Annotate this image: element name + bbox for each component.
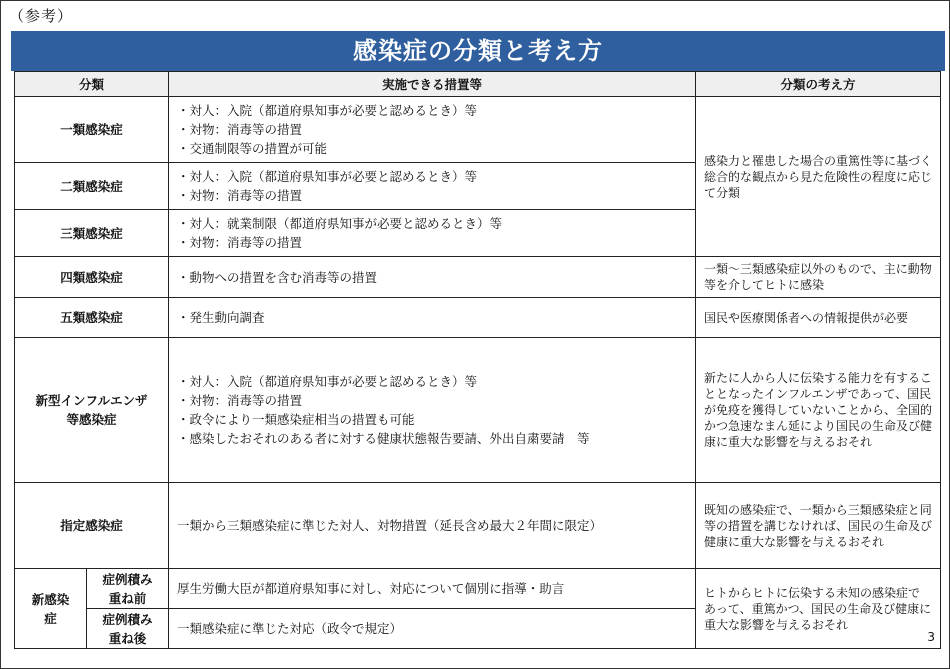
measures-designated [169,483,696,569]
subcategory-line: 重ね前 [108,590,147,606]
measure-item: ・対人：入院（都道府県知事が必要と認めるとき）等 [177,169,478,184]
category-new-disease [15,569,87,649]
subcategory-after [87,609,169,649]
subcategory-line: 症例積み [102,611,153,627]
measures-new-disease-after [169,609,696,649]
measure-item: ・動物への措置を含む消毒等の措置 [177,269,378,285]
measure-item: 一類から三類感染症に準じた対人、対物措置（延長含め最大２年間に限定） [177,518,603,533]
category-class5: 五類感染症 [15,298,169,338]
measures-class3 [169,210,696,257]
measure-item: ・対物：消毒等の措置 [177,393,303,408]
table-row [15,338,941,483]
measures-class1 [169,97,696,163]
category-line: 症 [44,610,57,626]
subcategory-line: 症例積み [102,571,153,587]
page-title: 感染症の分類と考え方 [11,31,945,71]
subcategory-line: 重ね後 [108,630,147,646]
classification-table [14,71,941,649]
measure-item: ・対物：消毒等の措置 [177,188,303,203]
measure-item: 厚生労働大臣が都道府県知事に対し、対応について個別に指導・助言 [177,581,565,596]
category-designated: 指定感染症 [15,483,169,569]
measure-item: ・対人：就業制限（都道府県知事が必要と認めるとき）等 [177,216,503,231]
category-line: 新感染 [31,591,70,607]
header-measures: 実施できる措置等 [169,72,696,97]
category-line: 等感染症 [66,412,117,427]
table-row [15,569,941,609]
category-class3: 三類感染症 [15,210,169,257]
concept-class4: 一類～三類感染症以外のもので、主に動物等を介してヒトに感染 [696,257,941,298]
table-row [15,483,941,569]
subcategory-before [87,569,169,609]
concept-new-influenza: 新たに人から人に伝染する能力を有することとなったインフルエンザであって、国民が免疫を獲得していないことから、全国的かつ急速なまん延により国民の生命及び健康に重大な影響を与えるおそれ [696,338,941,483]
measure-item: ・対物：消毒等の措置 [177,235,303,250]
table-row [15,298,941,338]
measures-new-disease-before [169,569,696,609]
header-concept: 分類の考え方 [696,72,941,97]
table-header-row [15,72,941,97]
measures-new-influenza [169,338,696,483]
table-row [15,97,941,163]
table-row [15,257,941,298]
measure-item: ・政令により一類感染症相当の措置も可能 [177,412,415,427]
category-line: 新型インフルエンザ [35,393,148,408]
measure-item: ・感染したおそれのある者に対する健康状態報告要請、外出自粛要請 等 [177,431,590,446]
measure-item: ・対人：入院（都道府県知事が必要と認めるとき）等 [177,374,478,389]
measure-item: ・発生動向調査 [177,310,265,325]
measure-item: ・対人：入院（都道府県知事が必要と認めるとき）等 [177,103,478,118]
concept-class1-3: 感染力と罹患した場合の重篤性等に基づく総合的な観点から見た危険性の程度に応じて分類 [696,97,941,257]
measures-class2 [169,163,696,210]
category-new-influenza [15,338,169,483]
category-class4: 四類感染症 [15,257,169,298]
category-class2: 二類感染症 [15,163,169,210]
measure-item: 一類感染症に準じた対応（政令で規定） [177,621,403,636]
header-category: 分類 [15,72,169,97]
page-number: 3 [927,630,935,644]
reference-label: （参考） [9,7,74,25]
concept-designated: 既知の感染症で、一類から三類感染症と同等の措置を講じなければ、国民の生命及び健康に重大な影響を与えるおそれ [696,483,941,569]
concept-new-disease: ヒトからヒトに伝染する未知の感染症であって、重篤かつ、国民の生命及び健康に重大な影響を与えるおそれ [696,569,941,649]
measure-item: ・交通制限等の措置が可能 [177,141,328,156]
category-class1: 一類感染症 [15,97,169,163]
concept-class5: 国民や医療関係者への情報提供が必要 [696,298,941,338]
measures-class5 [169,298,696,338]
measures-class4 [169,257,696,298]
measure-item: ・対物：消毒等の措置 [177,122,303,137]
